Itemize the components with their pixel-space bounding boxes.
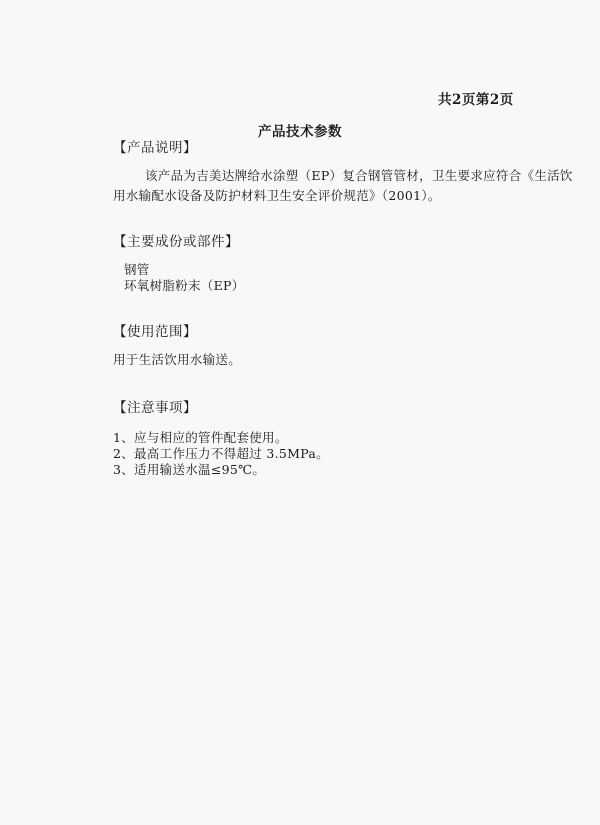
component-item: 钢管 [124,262,150,277]
component-item: 环氧树脂粉末（EP） [124,278,245,293]
document-title: 产品技术参数 [258,124,342,140]
note-item: 1、应与相应的管件配套使用。 [113,430,288,445]
usage-scope-text: 用于生活饮用水输送。 [113,352,242,367]
note-item: 3、适用输送水温≤95℃。 [113,462,266,477]
product-description-line-2: 用水输配水设备及防护材料卫生安全评价规范》（2001）。 [113,188,441,203]
product-description-line-1: 该产品为吉美达牌给水涂塑（EP）复合钢管管材，卫生要求应符合《生活饮 [145,168,573,183]
note-item: 2、最高工作压力不得超过 3.5MPa。 [113,446,329,461]
page-count: 共2页第2页 [438,92,514,108]
section-heading-product-description: 【产品说明】 [113,140,197,156]
section-heading-notes: 【注意事项】 [113,400,197,416]
section-heading-components: 【主要成份或部件】 [113,234,239,250]
section-heading-usage-scope: 【使用范围】 [113,324,197,340]
